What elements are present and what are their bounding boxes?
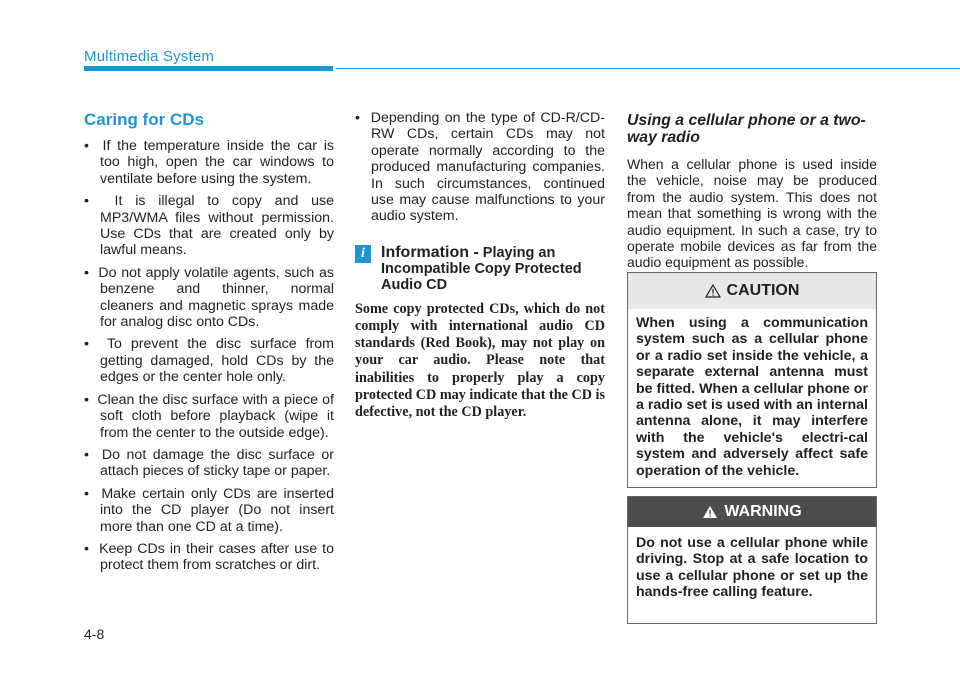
- warning-box: [627, 496, 877, 624]
- section-header-title: Multimedia System: [84, 48, 215, 65]
- list-item: • Do not damage the disc surface or attach pieces of sticky tape or paper.: [84, 447, 334, 480]
- section-title-caring-for-cds: Caring for CDs: [84, 110, 204, 129]
- middle-column: [355, 110, 605, 421]
- header-accent-bar: [84, 66, 333, 71]
- warning-triangle-icon: [702, 505, 718, 519]
- left-column: [84, 110, 334, 580]
- subsection-title-cellular-phone: Using a cellular phone or a two-way radio: [627, 112, 866, 146]
- list-item: • To prevent the disc surface from getting damaged, hold CDs by the edges or the center hole only.: [84, 336, 334, 385]
- list-item: • Depending on the type of CD-R/CD-RW CDs, certain CDs may not operate normally according to the produced manufacturing companies. In such circumstances, continued use may cause malfunctions to your audio system.: [355, 110, 605, 225]
- warning-header: [628, 497, 876, 527]
- caution-body: When using a communication system such as a cellular phone or a radio set inside the vehicle, a separate external antenna must be fitted. When a cellular phone or a radio set is used with an internal antenna alone, it may interfere with the vehicle's electri-cal system and adversely affect safe operation of the vehicle.: [636, 315, 868, 479]
- cellular-phone-paragraph: When a cellular phone is used inside the vehicle, noise may be produced from the audio system. This does not mean that something is wrong with the audio equipment. In such a case, try to operate mobile devices as far from the audio equipment as possible.: [627, 156, 877, 271]
- list-item: • Do not apply volatile agents, such as benzene and thinner, normal cleaners and magnetic sprays made for analog disc onto CDs.: [84, 265, 334, 331]
- information-body: Some copy protected CDs, which do not comply with international audio CD standards (Red Book), may not play on your car audio. Please note that inabilities to properly play a copy protected CD may indicate that the CD is defective, not the CD player.: [355, 300, 605, 421]
- information-label: Information -: [381, 243, 479, 261]
- information-subject: Playing an Incompatible Copy Protected Audio CD: [381, 244, 582, 293]
- warning-body: Do not use a cellular phone while driving. Stop at a safe location to use a cellular phone or set up the hands-free calling feature.: [636, 535, 868, 601]
- list-item: • Make certain only CDs are inserted into the CD player (Do not insert more than one CD at a time).: [84, 486, 334, 535]
- information-title: [381, 245, 605, 293]
- list-item: • It is illegal to copy and use MP3/WMA files without permission. Use CDs that are created only by lawful means.: [84, 193, 334, 259]
- list-item: • Clean the disc surface with a piece of soft cloth before playback (wipe it from the center to the outside edge).: [84, 392, 334, 441]
- caution-label: CAUTION: [726, 282, 800, 299]
- header-rule: [336, 68, 960, 69]
- list-item: • If the temperature inside the car is too high, open the car windows to ventilate before using the system.: [84, 138, 334, 187]
- cd-care-list: [84, 138, 334, 574]
- right-column: [627, 112, 877, 271]
- page-number: 4-8: [84, 626, 105, 642]
- list-item: • Keep CDs in their cases after use to protect them from scratches or dirt.: [84, 541, 334, 574]
- caution-triangle-icon: [705, 284, 721, 298]
- cd-type-list: [355, 110, 605, 225]
- caution-header: [628, 273, 876, 309]
- caution-box: [627, 272, 877, 488]
- information-header: [355, 245, 605, 293]
- info-icon: i: [355, 245, 371, 263]
- warning-label: WARNING: [724, 503, 802, 520]
